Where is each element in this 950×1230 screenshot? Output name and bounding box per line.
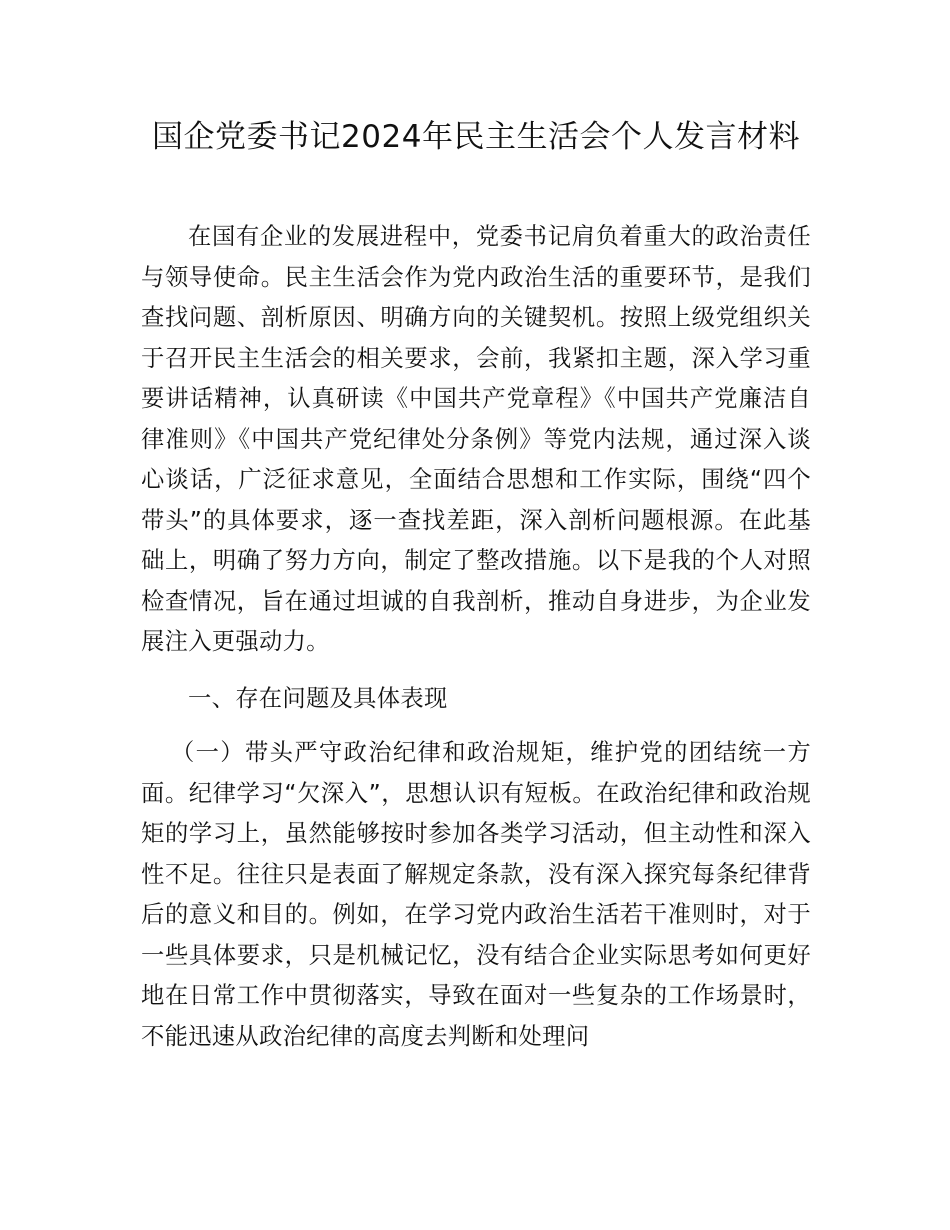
- section-heading: 一、存在问题及具体表现: [188, 684, 448, 712]
- intro-paragraph: 在国有企业的发展进程中，党委书记肩负着重大的政治责任与领导使命。民主生活会作为党内政治生活的重要环节，是我们查找问题、剖析原因、明确方向的关键契机。按照上级党组织关于召开民主生活会的相关要求，会前，我紧扣主题，深入学习重要讲话精神，认真研读《中国共产党章程》《中国共产党廉洁自律准则》《中国共产党纪律处分条例》等党内法规，通过深入谈心谈话，广泛征求意见，全面结合思想和工作实际，围绕“四个带头”的具体要求，逐一查找差距，深入剖析问题根源。在此基础上，明确了努力方向，制定了整改措施。以下是我的个人对照检查情况，旨在通过坦诚的自我剖析，推动自身进步，为企业发展注入更强动力。: [141, 223, 811, 655]
- subsection-paragraph: （一）带头严守政治纪律和政治规矩，维护党的团结统一方面。纪律学习“欠深入”，思想认识有短板。在政治纪律和政治规矩的学习上，虽然能够按时参加各类学习活动，但主动性和深入性不足。往往只是表面了解规定条款，没有深入探究每条纪律背后的意义和目的。例如，在学习党内政治生活若干准则时，对于一些具体要求，只是机械记忆，没有结合企业实际思考如何更好地在日常工作中贯彻落实，导致在面对一些复杂的工作场景时，不能迅速从政治纪律的高度去判断和处理问: [141, 739, 811, 1050]
- document-body: [141, 217, 811, 1073]
- document-title: 国企党委书记2024年民主生活会个人发言材料: [152, 119, 800, 155]
